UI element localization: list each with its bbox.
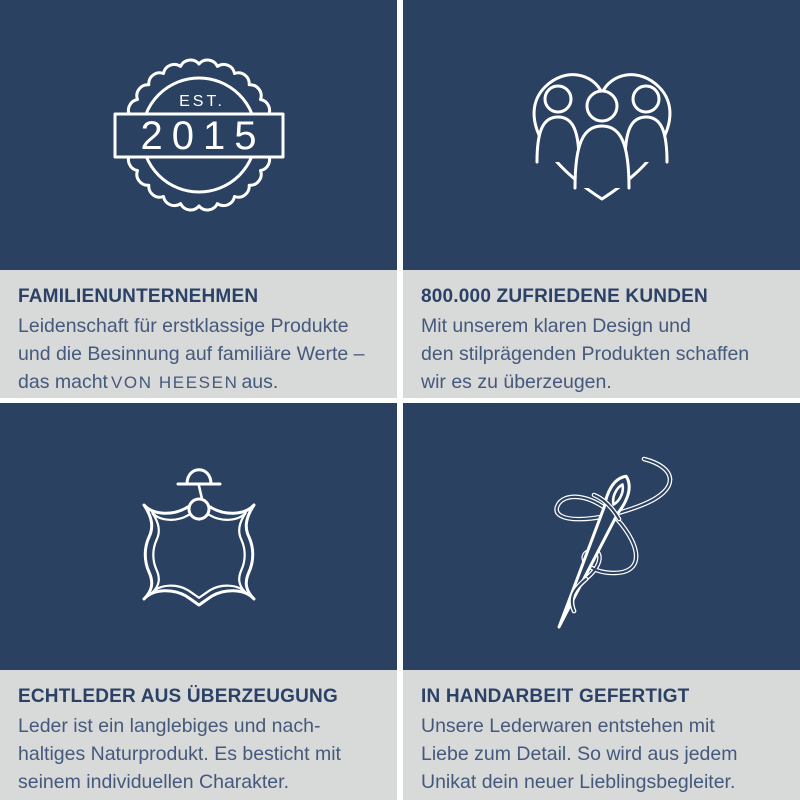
line3-suffix: aus.: [241, 371, 279, 393]
feature-card-customers: [403, 0, 800, 398]
panel-body-line: Liebe zum Detail. So wird aus jedem: [421, 743, 738, 765]
tag-cord: [199, 486, 202, 499]
panel-body-line: und die Besinnung auf familiäre Werte –: [18, 343, 365, 365]
panel-heading: IN HANDARBEIT GEFERTIGT: [421, 686, 690, 707]
needle-thread-icon: [522, 427, 682, 647]
feature-card-handmade: [403, 403, 800, 800]
person-left-body: [537, 117, 579, 162]
icon-box-leather: [0, 403, 397, 670]
person-right-head: [633, 86, 659, 112]
brand-name: VON HEESEN: [110, 373, 239, 392]
person-center-head: [587, 91, 617, 121]
icon-box-customers: [403, 0, 800, 270]
person-center-body: [575, 126, 629, 188]
text-box-leather: [0, 670, 397, 800]
badge-est-label: EST.: [178, 93, 225, 110]
icon-box-family: [0, 0, 397, 270]
est-2015-badge-icon: [110, 56, 288, 214]
badge-year-label: 2015: [140, 114, 265, 158]
person-right-body: [625, 117, 667, 162]
feature-card-leather: [0, 403, 397, 800]
text-box-customers: [403, 270, 800, 398]
hide-shape: [144, 469, 254, 604]
feature-card-family: [0, 0, 397, 398]
panel-body-line: wir es zu überzeugen.: [421, 371, 612, 393]
heart-family-icon: [517, 59, 687, 211]
panel-body-line: haltiges Naturprodukt. Es besticht mit: [18, 743, 341, 765]
tag-arch: [187, 469, 211, 483]
line3-prefix: das macht: [18, 371, 108, 393]
hide-inner-outline: [152, 512, 246, 597]
person-left-head: [545, 86, 571, 112]
leather-hide-icon: [124, 453, 274, 621]
panel-body-line: Leidenschaft für erstklassige Produkte: [18, 315, 349, 337]
panel-body-line: Unikat dein neuer Lieblingsbegleiter.: [421, 771, 736, 793]
panel-body-line: Mit unserem klaren Design und: [421, 315, 691, 337]
panel-heading: 800.000 ZUFRIEDENE KUNDEN: [421, 286, 708, 307]
panel-body-line: Leder ist ein langlebiges und nach-: [18, 715, 321, 737]
icon-box-handmade: [403, 403, 800, 670]
text-box-family: [0, 270, 397, 398]
panel-body-line: seinem individuellen Charakter.: [18, 771, 289, 793]
panel-body-line: [18, 368, 385, 397]
panel-body-line: Unsere Lederwaren entstehen mit: [421, 715, 715, 737]
panel-heading: FAMILIENUNTERNEHMEN: [18, 286, 259, 307]
panel-body-line: den stilprägenden Produkten schaffen: [421, 343, 750, 365]
text-box-handmade: [403, 670, 800, 800]
panel-heading: ECHTLEDER AUS ÜBERZEUGUNG: [18, 686, 338, 707]
tag-ring: [189, 499, 209, 519]
